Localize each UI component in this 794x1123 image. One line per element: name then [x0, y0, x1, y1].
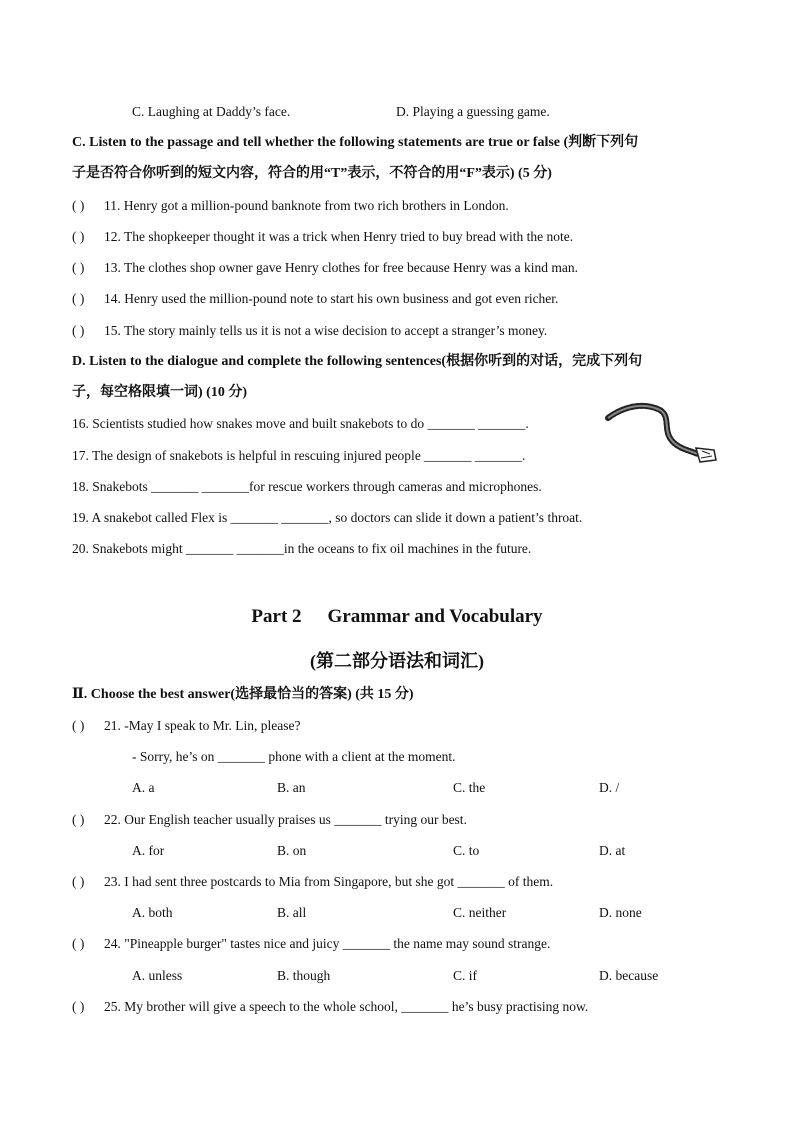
answer-bracket: ( ) [72, 229, 85, 244]
answer-bracket: ( ) [72, 291, 85, 306]
question-text: 15. The story mainly tells us it is not a wise decision to accept a stranger’s money. [104, 323, 548, 338]
part-2-title [0, 606, 794, 628]
answer-bracket: ( ) [72, 323, 85, 338]
question-text: 24. "Pineapple burger" tastes nice and juicy _______ the name may sound strange. [104, 936, 551, 951]
answer-bracket: ( ) [72, 999, 85, 1014]
answer-bracket: ( ) [72, 812, 85, 827]
q21-option-a: A. a [132, 780, 155, 795]
question-text: 13. The clothes shop owner gave Henry clothes for free because Henry was a kind man. [104, 260, 578, 275]
snakebot-illustration [604, 398, 720, 470]
question-20: 20. Snakebots might _______ _______in the oceans to fix oil machines in the future. [72, 541, 532, 556]
q23-option-d: D. none [599, 905, 642, 920]
q22-option-a: A. for [132, 843, 165, 858]
q21-option-d: D. / [599, 780, 620, 795]
question-text: 12. The shopkeeper thought it was a trick when Henry tried to buy bread with the note. [104, 229, 574, 244]
question-21 [72, 717, 300, 735]
question-14 [72, 290, 558, 308]
question-24 [72, 935, 550, 953]
question-text: 22. Our English teacher usually praises us _______ trying our best. [104, 812, 467, 827]
section-d-heading: D. Listen to the dialogue and complete the following sentences(根据你听到的对话，完成下列句 [72, 354, 643, 369]
question-16: 16. Scientists studied how snakes move and built snakebots to do _______ _______. [72, 416, 529, 431]
part-label: Part 2 [251, 606, 302, 627]
answer-bracket: ( ) [72, 260, 85, 275]
question-18: 18. Snakebots _______ _______for rescue workers through cameras and microphones. [72, 479, 542, 494]
q24-option-d: D. because [599, 968, 659, 983]
answer-bracket: ( ) [72, 936, 85, 951]
answer-bracket: ( ) [72, 874, 85, 889]
part-2-subtitle: (第二部分语法和词汇) [310, 651, 484, 671]
answer-bracket: ( ) [72, 198, 85, 213]
question-text: 21. -May I speak to Mr. Lin, please? [104, 718, 301, 733]
q22-option-d: D. at [599, 843, 626, 858]
answer-bracket: ( ) [72, 718, 85, 733]
q24-option-c: C. if [453, 968, 478, 983]
section-c-heading-cont: 子是否符合你听到的短文内容，符合的用“T”表示，不符合的用“F”表示) (5 分) [72, 166, 552, 181]
question-text: 11. Henry got a million-pound banknote from two rich brothers in London. [104, 198, 509, 213]
section-ii-heading: Ⅱ. Choose the best answer(选择最恰当的答案) (共 15 分) [72, 687, 414, 702]
section-c-heading: C. Listen to the passage and tell whether the following statements are true or false (判断下列句 [72, 135, 639, 150]
part-name: Grammar and Vocabulary [327, 606, 543, 627]
question-text: 23. I had sent three postcards to Mia from Singapore, but she got _______ of them. [104, 874, 554, 889]
option-c: C. Laughing at Daddy’s face. [132, 104, 291, 119]
q23-option-c: C. neither [453, 905, 507, 920]
section-d-heading-cont: 子，每空格限填一词) (10 分) [72, 385, 247, 400]
question-13 [72, 259, 578, 277]
question-11 [72, 197, 509, 215]
q22-option-b: B. on [277, 843, 307, 858]
q21-option-c: C. the [453, 780, 486, 795]
question-text: 25. My brother will give a speech to the whole school, _______ he’s busy practising now. [104, 999, 589, 1014]
option-d: D. Playing a guessing game. [396, 104, 550, 119]
question-15 [72, 322, 547, 340]
question-text: 14. Henry used the million-pound note to start his own business and got even richer. [104, 291, 559, 306]
question-23 [72, 873, 553, 891]
question-21-line2: - Sorry, he’s on _______ phone with a client at the moment. [132, 749, 456, 764]
q24-option-b: B. though [277, 968, 331, 983]
question-12 [72, 228, 573, 246]
question-19: 19. A snakebot called Flex is _______ _______, so doctors can slide it down a patient’s throat. [72, 510, 583, 525]
q22-option-c: C. to [453, 843, 480, 858]
q23-option-a: A. both [132, 905, 173, 920]
question-25 [72, 998, 588, 1016]
q21-option-b: B. an [277, 780, 306, 795]
q24-option-a: A. unless [132, 968, 183, 983]
q23-option-b: B. all [277, 905, 307, 920]
question-17: 17. The design of snakebots is helpful in rescuing injured people _______ _______. [72, 448, 526, 463]
question-22 [72, 811, 467, 829]
